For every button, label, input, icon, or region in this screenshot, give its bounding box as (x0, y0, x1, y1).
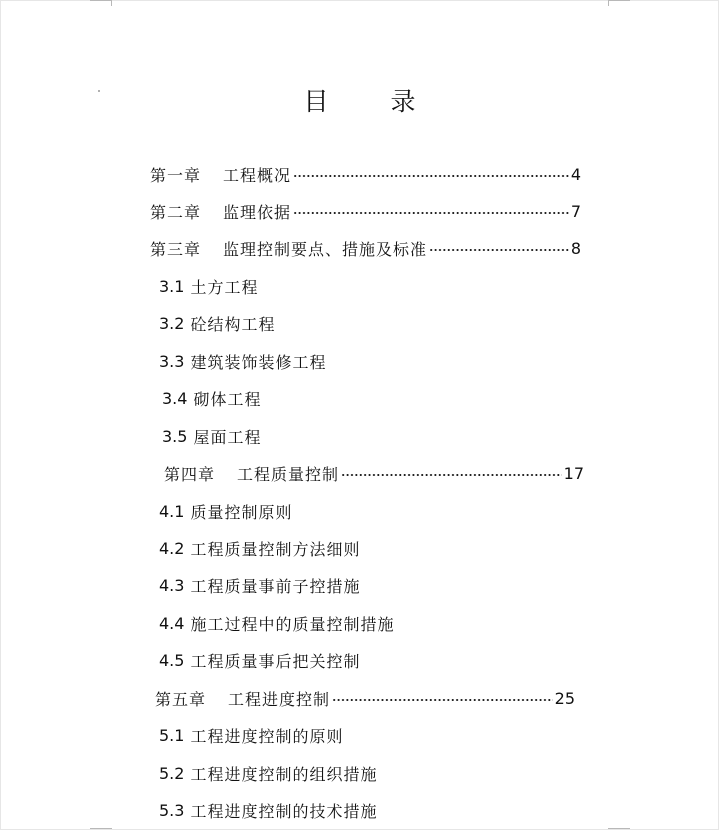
toc-section-4-5[interactable] (159, 647, 360, 673)
section-number: 3.4 (162, 388, 188, 408)
chapter-name: 工程进度控制 (228, 689, 331, 709)
crop-mark-top-left (90, 0, 112, 1)
crop-mark-top-right (608, 0, 630, 1)
section-name: 工程进度控制的原则 (190, 726, 344, 746)
toc-chapter-1[interactable] (150, 161, 581, 187)
toc-section-3-3[interactable] (159, 348, 326, 374)
toc-section-5-1[interactable] (159, 722, 343, 748)
chapter-name: 监理依据 (223, 202, 292, 222)
section-name: 土方工程 (190, 277, 259, 297)
toc-section-4-2[interactable] (159, 535, 360, 561)
crop-mark-bottom-right (608, 828, 630, 829)
toc-section-5-3[interactable] (159, 797, 377, 823)
section-number: 4.4 (159, 613, 185, 633)
chapter-label: 第三章 (150, 239, 202, 259)
toc-title (0, 82, 719, 118)
chapter-page-number: 7 (570, 201, 581, 221)
toc-section-5-2[interactable] (159, 760, 377, 786)
section-number: 4.2 (159, 538, 185, 558)
toc-title-char-2: 录 (390, 87, 416, 116)
dot-leader (293, 175, 569, 177)
crop-mark-top-left-v (111, 0, 112, 6)
toc-section-3-1[interactable] (159, 273, 258, 299)
chapter-page-number: 8 (570, 238, 581, 258)
toc-section-4-3[interactable] (159, 572, 360, 598)
chapter-label: 第二章 (150, 202, 202, 222)
toc-chapter-3[interactable] (150, 235, 581, 261)
toc-chapter-5[interactable] (155, 685, 575, 711)
crop-mark-top-right-v (608, 0, 609, 6)
toc-title-char-1: 目 (303, 87, 329, 116)
section-number: 4.1 (159, 501, 185, 521)
section-name: 工程进度控制的组织措施 (190, 764, 378, 784)
section-number: 4.5 (159, 650, 185, 670)
section-name: 工程质量事后把关控制 (190, 651, 361, 671)
chapter-name: 工程概况 (223, 165, 292, 185)
toc-section-4-1[interactable] (159, 498, 292, 524)
section-number: 3.2 (159, 313, 185, 333)
chapter-page-number: 25 (554, 688, 575, 708)
chapter-label: 第一章 (150, 165, 202, 185)
dot-leader (429, 249, 569, 251)
chapter-page-number: 17 (563, 463, 584, 483)
toc-section-4-4[interactable] (159, 610, 394, 636)
section-number: 3.1 (159, 276, 185, 296)
section-number: 5.1 (159, 725, 185, 745)
section-name: 质量控制原则 (190, 502, 293, 522)
chapter-page-number: 4 (570, 164, 581, 184)
section-name: 建筑装饰装修工程 (190, 352, 327, 372)
dot-leader (293, 212, 569, 214)
toc-section-3-2[interactable] (159, 310, 275, 336)
toc-section-3-5[interactable] (162, 423, 261, 449)
section-number: 5.2 (159, 763, 185, 783)
toc-chapter-4[interactable] (164, 460, 584, 486)
section-number: 5.3 (159, 800, 185, 820)
section-name: 工程质量控制方法细则 (190, 539, 361, 559)
chapter-label: 第四章 (164, 464, 216, 484)
chapter-name: 工程质量控制 (237, 464, 340, 484)
section-name: 工程进度控制的技术措施 (190, 801, 378, 821)
chapter-name: 监理控制要点、措施及标准 (223, 239, 428, 259)
section-name: 砌体工程 (193, 389, 262, 409)
section-number: 3.5 (162, 426, 188, 446)
section-name: 砼结构工程 (190, 314, 276, 334)
crop-mark-bottom-left (90, 828, 112, 829)
section-name: 屋面工程 (193, 427, 262, 447)
section-number: 3.3 (159, 351, 185, 371)
dot-leader (332, 699, 553, 701)
section-name: 工程质量事前子控措施 (190, 576, 361, 596)
toc-chapter-2[interactable] (150, 198, 581, 224)
toc-section-3-4[interactable] (162, 385, 261, 411)
dot-leader (341, 474, 562, 476)
chapter-label: 第五章 (155, 689, 207, 709)
section-name: 施工过程中的质量控制措施 (190, 614, 395, 634)
section-number: 4.3 (159, 575, 185, 595)
